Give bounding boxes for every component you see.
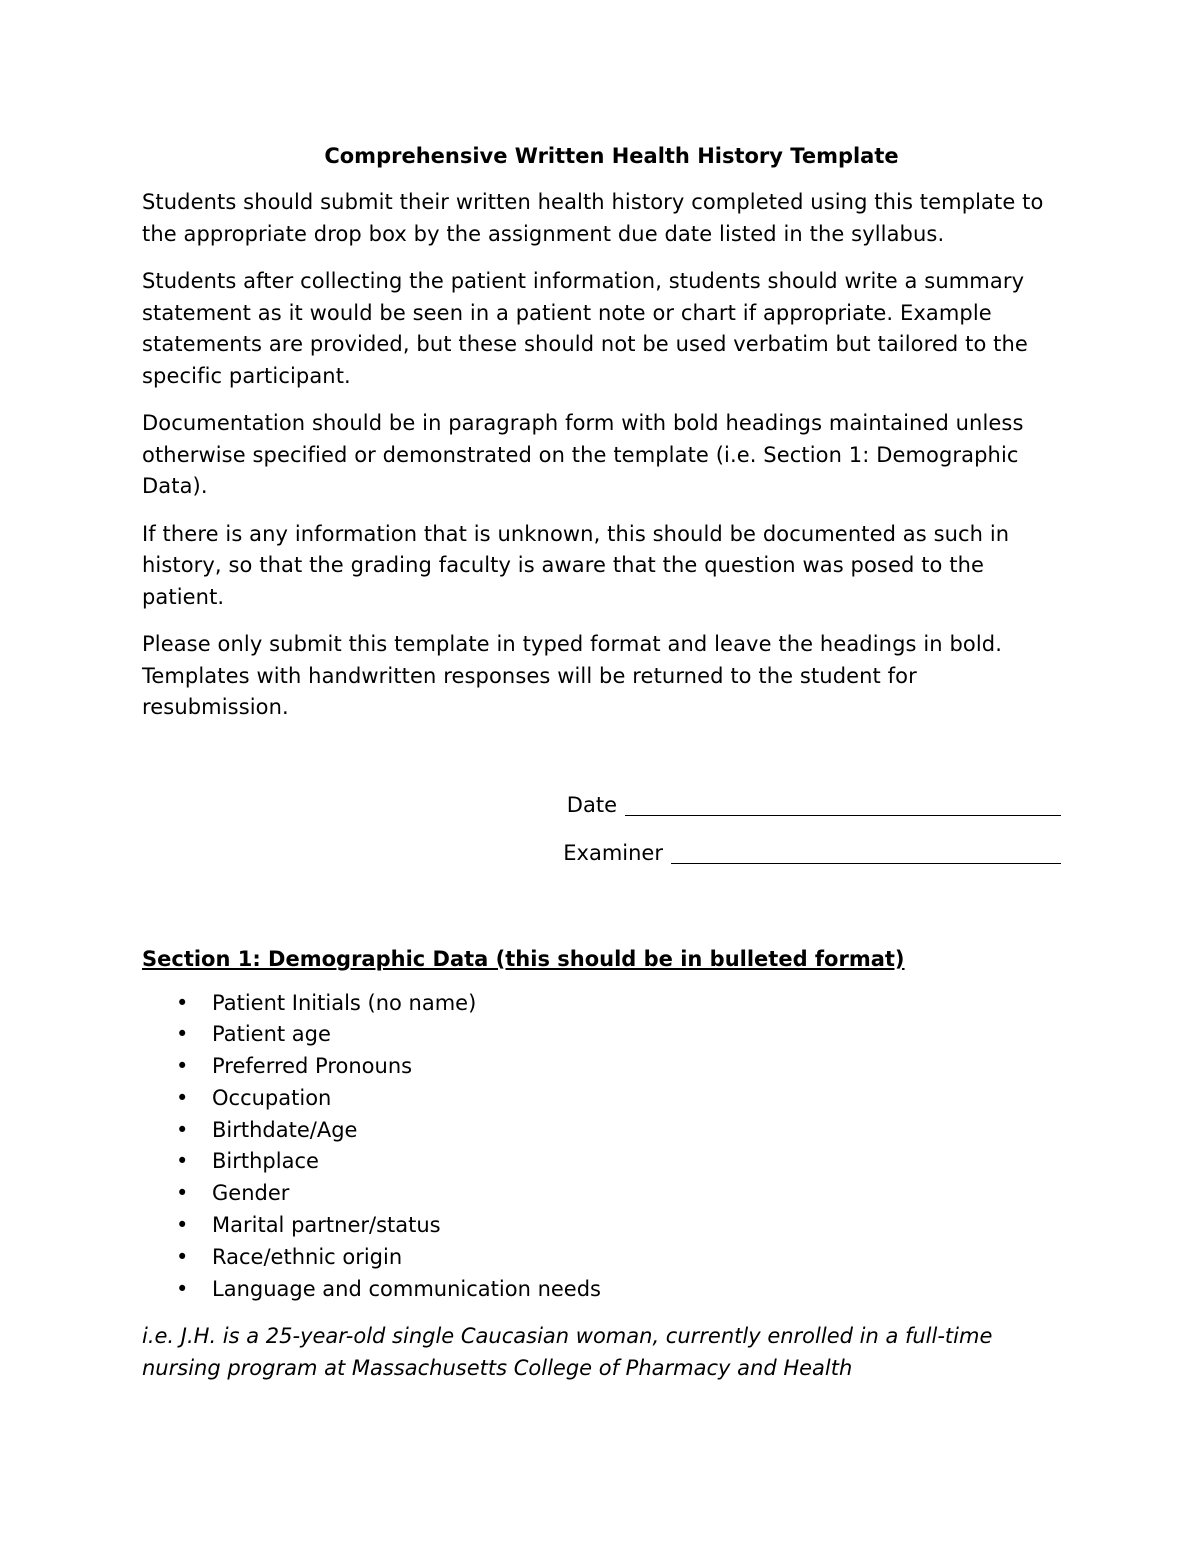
instruction-paragraph-2: Students after collecting the patient information, students should write a summary statement as it would be seen in a patient note or chart if appropriate. Example statements are provided, but these should not be used verbatim but tailored to the specific participant. — [142, 269, 1028, 388]
list-item-text: Patient Initials (no name) — [212, 990, 477, 1015]
list-item-text: Language and communication needs — [212, 1276, 601, 1301]
bullet-icon: • — [176, 1117, 189, 1142]
bullet-icon: • — [176, 1244, 189, 1269]
bullet-icon: • — [176, 1276, 189, 1301]
bullet-icon: • — [176, 990, 189, 1015]
bullet-icon: • — [176, 1213, 189, 1238]
list-item — [142, 1242, 1067, 1274]
bullet-icon: • — [176, 1054, 189, 1079]
list-item — [142, 1146, 1067, 1178]
examiner-label: Examiner — [563, 840, 663, 865]
section-1-heading: Section 1: Demographic Data (this should be in bulleted format) — [142, 946, 905, 971]
list-item — [142, 1210, 1067, 1242]
list-item-text: Birthplace — [212, 1149, 319, 1174]
list-item — [142, 1115, 1067, 1147]
bullet-icon: • — [176, 1022, 189, 1047]
examiner-blank-line[interactable] — [671, 841, 1061, 864]
instruction-paragraph-3: Documentation should be in paragraph form with bold headings maintained unless otherwise specified or demonstrated on the template (i.e. Section 1: Demographic Data). — [142, 411, 1024, 498]
bullet-icon: • — [176, 1149, 189, 1174]
date-row — [567, 790, 1061, 820]
list-item — [142, 988, 1067, 1020]
list-item-text: Gender — [212, 1181, 290, 1206]
list-item-text: Occupation — [212, 1085, 332, 1110]
demographic-data-list — [142, 988, 1067, 1306]
bullet-icon: • — [176, 1085, 189, 1110]
list-item-text: Preferred Pronouns — [212, 1054, 413, 1079]
instruction-paragraph-1: Students should submit their written health history completed using this template to the appropriate drop box by the assignment due date listed in the syllabus. — [142, 190, 1044, 246]
signature-block — [142, 790, 1067, 900]
date-blank-line[interactable] — [625, 793, 1061, 816]
document-title: Comprehensive Written Health History Template — [324, 144, 899, 168]
list-item — [142, 1019, 1067, 1051]
list-item — [142, 1274, 1067, 1306]
list-item-text: Patient age — [212, 1022, 331, 1047]
list-item-text: Race/ethnic origin — [212, 1244, 403, 1269]
instruction-paragraph-4: If there is any information that is unknown, this should be documented as such in history, so that the grading faculty is aware that the question was posed to the patient. — [142, 521, 1010, 609]
list-item-text: Marital partner/status — [212, 1213, 441, 1238]
list-item-text: Birthdate/Age — [212, 1117, 358, 1142]
instruction-paragraph-5: Please only submit this template in typed format and leave the headings in bold. Templates with handwritten responses will be returned to the student for resubmission. — [142, 632, 1002, 719]
examiner-row — [563, 838, 1061, 868]
document-content — [142, 141, 1067, 1384]
date-label: Date — [566, 792, 617, 817]
list-item — [142, 1083, 1067, 1115]
example-statement: i.e. J.H. is a 25-year-old single Caucasian woman, currently enrolled in a full-time nursing program at Massachusetts College of Pharmacy and Health — [142, 1324, 993, 1380]
list-item — [142, 1178, 1067, 1210]
list-item — [142, 1051, 1067, 1083]
bullet-icon: • — [176, 1181, 189, 1206]
